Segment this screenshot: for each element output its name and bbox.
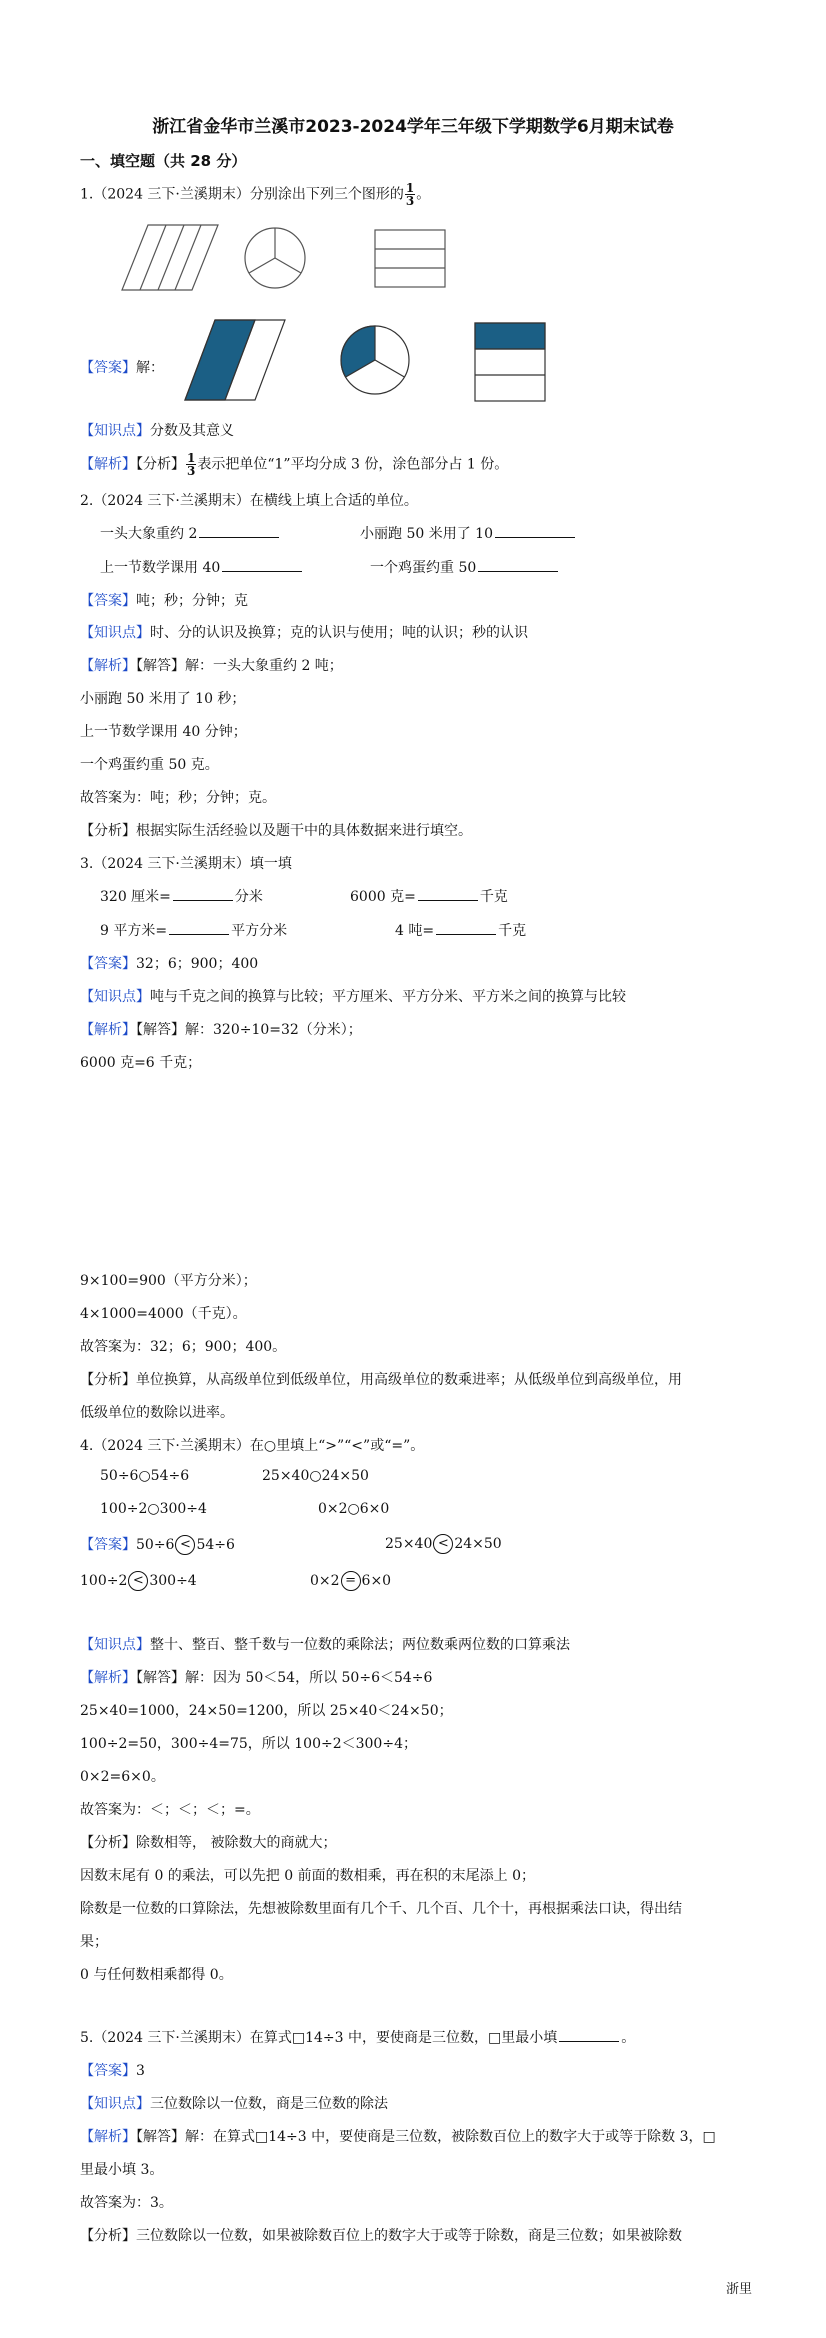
- q2-line-4: 故答案为：吨；秒；分钟；克。: [80, 790, 276, 806]
- explain-tag: 【解析】: [80, 456, 136, 473]
- shaded-rectangle: [475, 323, 545, 401]
- fraction: [405, 182, 415, 207]
- answer-blank[interactable]: [495, 525, 575, 538]
- shaded-circle: [341, 326, 409, 394]
- q4-expr-3: 100÷2○300÷4: [100, 1501, 207, 1517]
- answer-blank[interactable]: [436, 922, 496, 935]
- q3-blank-3-post: 平方分米: [231, 923, 288, 939]
- knowledge-tag: 【知识点】: [80, 423, 150, 439]
- explain-tag: 【解析】: [80, 1670, 136, 1686]
- q4-line-4: 故答案为：＜；＜；＜；=。: [80, 1802, 260, 1818]
- explain-tag: 【解析】: [80, 1022, 136, 1038]
- section-heading: 一、填空题（共 28 分）: [80, 152, 247, 170]
- answer-blank[interactable]: [559, 2029, 619, 2042]
- fraction: [186, 452, 196, 477]
- shaded-parallelogram: [185, 320, 285, 400]
- q3-blank-4: [395, 920, 526, 940]
- q3-blank-1: [100, 886, 263, 906]
- q5-knowledge: [80, 2093, 388, 2113]
- q3-line-2: 9×100=900（平方分米）；: [80, 1273, 257, 1289]
- answer-expr-left: 25×40: [385, 1536, 433, 1552]
- q3-blank-2-post: 千克: [479, 889, 508, 905]
- answer-blank[interactable]: [478, 559, 558, 572]
- q4-line-7: 除数是一位数的口算除法，先想被除数里面有几个千、几个百、几个十，再根据乘法口诀，得出结: [80, 1901, 682, 1917]
- q2-blank-3: [100, 557, 304, 577]
- q3-blank-4-pre: 4 吨=: [395, 923, 435, 939]
- q4-line-2: 100÷2=50，300÷4=75，所以 100÷2＜300÷4；: [80, 1736, 417, 1752]
- page-title: 浙江省金华市兰溪市2023-2024学年三年级下学期数学6月期末试卷: [152, 117, 674, 137]
- q5-stem: [80, 2027, 635, 2047]
- q2-blank-4-text: 一个鸡蛋约重 50: [370, 560, 477, 576]
- answer-expr-right: 24×50: [454, 1536, 502, 1552]
- parallelogram-figure: [122, 225, 218, 290]
- q4-expr-4: 0×2○6×0: [318, 1501, 390, 1517]
- knowledge-text: 分数及其意义: [150, 423, 234, 439]
- q1-answer-figures: [175, 315, 575, 410]
- page-footer: 浙里: [726, 2282, 753, 2297]
- q3-line-1: 6000 克=6 千克；: [80, 1055, 202, 1071]
- q3-knowledge: [80, 986, 626, 1006]
- q4-knowledge: [80, 1634, 570, 1654]
- q5-line-1: 里最小填 3。: [80, 2162, 164, 2178]
- knowledge-tag: 【知识点】: [80, 625, 150, 641]
- q2-stem: 2.（2024 三下·兰溪期末）在横线上填上合适的单位。: [80, 493, 418, 509]
- q3-blank-2: [350, 886, 508, 906]
- answer-text: 解：: [136, 360, 164, 376]
- answer-tag: 【答案】: [80, 360, 136, 376]
- fraction-denominator: 3: [405, 194, 415, 208]
- fraction-numerator: 1: [187, 451, 196, 465]
- answer-expr-right: 300÷4: [149, 1573, 197, 1589]
- q3-answer: [80, 953, 258, 973]
- answer-tag: 【答案】: [80, 593, 136, 609]
- q2-blank-3-text: 上一节数学课用 40: [100, 560, 221, 576]
- q5-line-2: 故答案为：3。: [80, 2195, 173, 2211]
- answer-expr-left: 50÷6: [136, 1537, 175, 1553]
- q2-line-1: 小丽跑 50 米用了 10 秒；: [80, 691, 246, 707]
- q3-line-3: 4×1000=4000（千克）。: [80, 1306, 247, 1322]
- q3-blank-1-post: 分米: [234, 889, 263, 905]
- explain-text: 【解答】解：320÷10=32（分米）；: [136, 1022, 362, 1038]
- explain-text: 【解答】解：一头大象重约 2 吨；: [136, 658, 343, 674]
- answer-text: 3: [136, 2063, 145, 2079]
- q2-blank-4: [370, 557, 560, 577]
- knowledge-tag: 【知识点】: [80, 2096, 150, 2112]
- q4-line-9: 0 与任何数相乘都得 0。: [80, 1967, 233, 1983]
- answer-blank[interactable]: [222, 559, 302, 572]
- q4-line-5: 【分析】除数相等， 被除数大的商就大；: [80, 1835, 337, 1851]
- q4-expr-2: 25×40○24×50: [262, 1468, 369, 1484]
- answer-expr-right: 54÷6: [196, 1537, 235, 1553]
- q4-expr-1: 50÷6○54÷6: [100, 1468, 190, 1484]
- answer-blank[interactable]: [169, 922, 229, 935]
- q4-answer-2: [385, 1534, 502, 1554]
- answer-text: 32；6；900；400: [136, 956, 259, 972]
- explain-pre: 【分析】: [136, 456, 185, 473]
- q1-stem: [80, 182, 430, 207]
- answer-text: 吨；秒；分钟；克: [136, 593, 248, 609]
- q1-explanation: [80, 452, 508, 477]
- compare-circle: <: [175, 1535, 195, 1555]
- answer-expr-left: 100÷2: [80, 1573, 128, 1589]
- knowledge-text: 时、分的认识及换算；克的认识与使用；吨的认识；秒的认识: [150, 625, 528, 641]
- q1-answer: [80, 357, 164, 377]
- q1-knowledge: [80, 420, 234, 440]
- q5-explanation: [80, 2126, 716, 2146]
- answer-expr-right: 6×0: [361, 1573, 392, 1589]
- answer-tag: 【答案】: [80, 956, 136, 972]
- q3-blank-4-post: 千克: [498, 923, 527, 939]
- answer-blank[interactable]: [199, 525, 279, 538]
- q2-blank-1: [100, 523, 281, 543]
- rectangle-figure: [375, 230, 445, 287]
- q3-blank-3: [100, 920, 287, 940]
- answer-tag: 【答案】: [80, 2063, 136, 2079]
- q4-answer: [80, 1534, 235, 1555]
- q3-blank-2-pre: 6000 克=: [350, 889, 416, 905]
- q2-blank-2: [360, 523, 577, 543]
- explain-tag: 【解析】: [80, 2129, 136, 2145]
- answer-blank[interactable]: [173, 888, 233, 901]
- q4-explanation: [80, 1667, 432, 1687]
- q2-blank-1-text: 一头大象重约 2: [100, 526, 198, 542]
- q4-line-6: 因数末尾有 0 的乘法，可以先把 0 前面的数相乘，再在积的末尾添上 0；: [80, 1868, 535, 1884]
- q1-stem-text: 1.（2024 三下·兰溪期末）分别涂出下列三个图形的: [80, 186, 404, 203]
- fraction-denominator: 3: [187, 464, 196, 478]
- q3-blank-3-pre: 9 平方米=: [100, 923, 168, 939]
- q5-stem-end: 。: [621, 2030, 636, 2046]
- q2-explanation: [80, 655, 343, 675]
- q4-line-8: 果；: [80, 1934, 108, 1950]
- q2-knowledge: [80, 622, 528, 642]
- q2-line-3: 一个鸡蛋约重 50 克。: [80, 757, 219, 773]
- compare-circle: =: [341, 1571, 361, 1591]
- answer-tag: 【答案】: [80, 1537, 136, 1553]
- q3-line-4: 故答案为：32；6；900；400。: [80, 1339, 287, 1355]
- explain-tag: 【解析】: [80, 658, 136, 674]
- q1-figures: [100, 220, 460, 295]
- q3-explanation: [80, 1019, 362, 1039]
- q3-stem: 3.（2024 三下·兰溪期末）填一填: [80, 856, 292, 872]
- q4-line-3: 0×2=6×0。: [80, 1769, 165, 1785]
- circle-figure: [245, 228, 305, 288]
- q5-stem-text: 5.（2024 三下·兰溪期末）在算式□14÷3 中，要使商是三位数，□里最小填: [80, 2030, 558, 2046]
- answer-blank[interactable]: [418, 888, 478, 901]
- q4-stem: 4.（2024 三下·兰溪期末）在○里填上“>”“<”或“=”。: [80, 1438, 425, 1454]
- q4-answer-4: [310, 1571, 391, 1591]
- q1-stem-end: 。: [416, 186, 431, 203]
- q3-line-6: 低级单位的数除以进率。: [80, 1405, 234, 1421]
- knowledge-tag: 【知识点】: [80, 1637, 150, 1653]
- q4-line-1: 25×40=1000，24×50=1200，所以 25×40＜24×50；: [80, 1703, 453, 1719]
- q2-line-5: 【分析】根据实际生活经验以及题干中的具体数据来进行填空。: [80, 823, 472, 839]
- q2-line-2: 上一节数学课用 40 分钟；: [80, 724, 247, 740]
- compare-circle: <: [128, 1571, 148, 1591]
- q2-answer: [80, 590, 248, 610]
- knowledge-text: 吨与千克之间的换算与比较；平方厘米、平方分米、平方米之间的换算与比较: [150, 989, 626, 1005]
- fraction-numerator: 1: [405, 181, 415, 195]
- q3-line-5: 【分析】单位换算，从高级单位到低级单位，用高级单位的数乘进率；从低级单位到高级单位，用: [80, 1372, 682, 1388]
- q3-blank-1-pre: 320 厘米=: [100, 889, 171, 905]
- knowledge-tag: 【知识点】: [80, 989, 150, 1005]
- answer-expr-left: 0×2: [310, 1573, 340, 1589]
- q4-answer-3: [80, 1571, 197, 1591]
- explain-text: 【解答】解：因为 50＜54，所以 50÷6＜54÷6: [136, 1670, 433, 1686]
- explain-post: 表示把单位“1”平均分成 3 份，涂色部分占 1 份。: [197, 456, 509, 473]
- q2-blank-2-text: 小丽跑 50 米用了 10: [360, 526, 493, 542]
- q5-line-3: 【分析】三位数除以一位数，如果被除数百位上的数字大于或等于除数，商是三位数；如果被除数: [80, 2228, 682, 2244]
- q5-answer: [80, 2060, 145, 2080]
- knowledge-text: 三位数除以一位数，商是三位数的除法: [150, 2096, 388, 2112]
- compare-circle: <: [433, 1534, 453, 1554]
- knowledge-text: 整十、整百、整千数与一位数的乘除法；两位数乘两位数的口算乘法: [150, 1637, 570, 1653]
- explain-text: 【解答】解：在算式□14÷3 中，要使商是三位数，被除数百位上的数字大于或等于除数 3，□: [136, 2129, 716, 2145]
